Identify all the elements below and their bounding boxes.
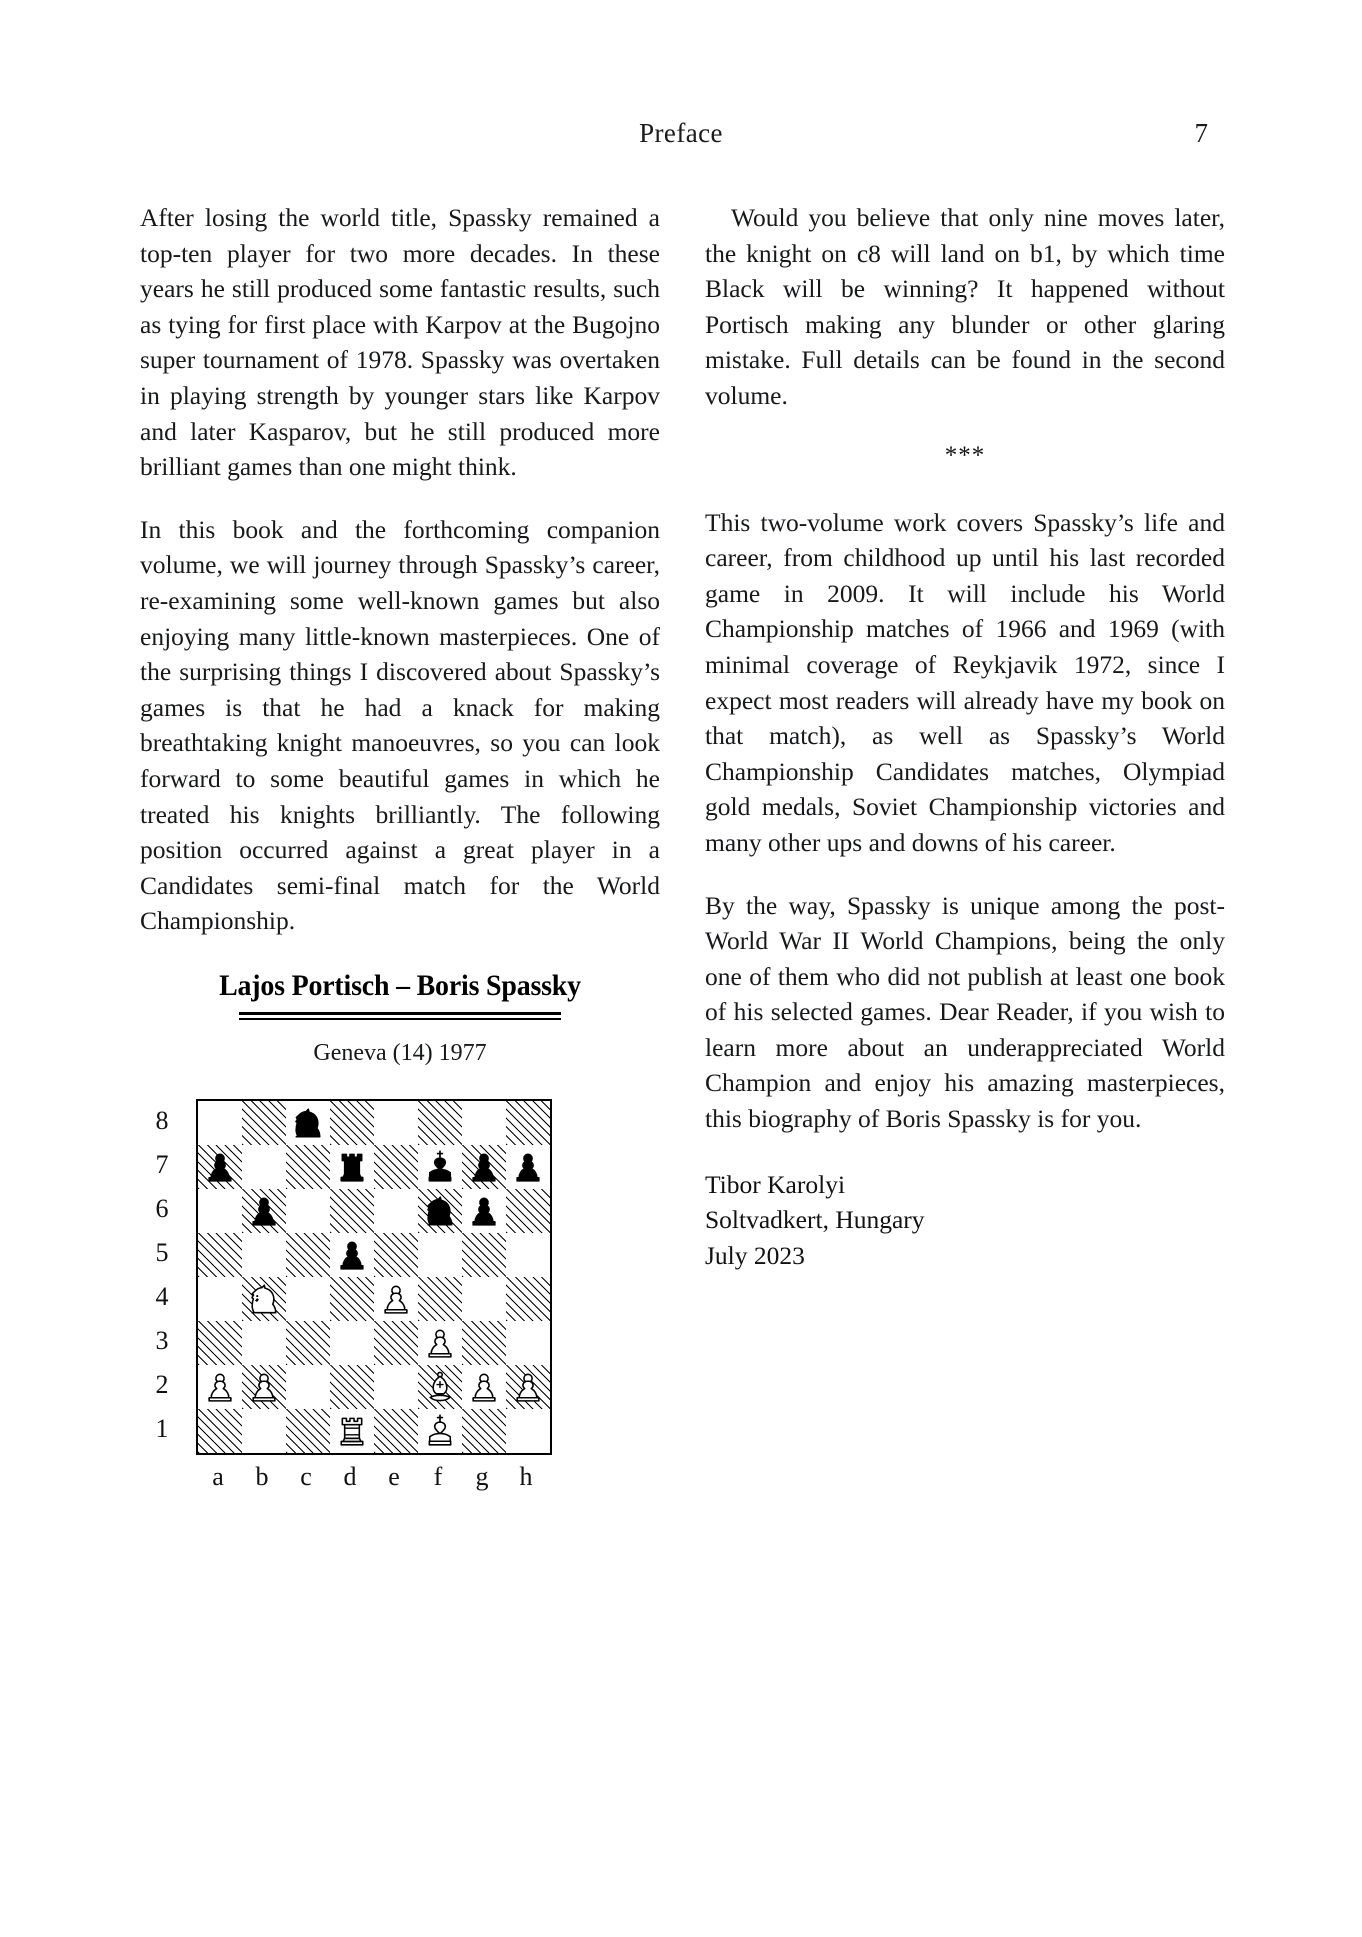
running-head	[140, 118, 1222, 152]
black-pawn-icon	[506, 1145, 550, 1189]
rank-label-7: 7	[155, 1149, 169, 1179]
square-d8	[330, 1101, 374, 1145]
rank-label-4: 4	[155, 1281, 169, 1311]
square-c1	[286, 1409, 330, 1453]
file-label-h: h	[519, 1461, 533, 1491]
square-h7	[506, 1145, 550, 1189]
page-title: Preface	[639, 118, 723, 148]
square-c2	[286, 1365, 330, 1409]
square-c6	[286, 1189, 330, 1233]
signature-author: Tibor Karolyi	[705, 1169, 846, 1199]
rank-label-8: 8	[155, 1105, 169, 1135]
square-b7	[242, 1145, 286, 1189]
square-b3	[242, 1321, 286, 1365]
file-label-a: a	[212, 1461, 224, 1491]
signature-date: July 2023	[705, 1240, 805, 1270]
file-label-b: b	[255, 1461, 269, 1491]
square-f2	[418, 1365, 462, 1409]
square-a8	[198, 1101, 242, 1145]
square-d5	[330, 1233, 374, 1277]
section-separator: ***	[944, 441, 986, 469]
header-double-rule	[239, 1012, 561, 1020]
chessboard	[196, 1099, 552, 1455]
square-g1	[462, 1409, 506, 1453]
rank-label-2: 2	[155, 1369, 169, 1399]
square-f1	[418, 1409, 462, 1453]
square-c3	[286, 1321, 330, 1365]
square-g6	[462, 1189, 506, 1233]
black-knight-icon	[418, 1189, 462, 1233]
rank-label-6: 6	[155, 1193, 169, 1223]
square-b1	[242, 1409, 286, 1453]
square-h8	[506, 1101, 550, 1145]
square-a4	[198, 1277, 242, 1321]
game-header	[140, 969, 660, 1067]
square-d3	[330, 1321, 374, 1365]
square-e1	[374, 1409, 418, 1453]
paragraph: This two-volume work covers Spassky’s life and career, from childhood up until his last recorded game in 2009. It will include his World Championship matches of 1966 and 1969 (with minimal coverage of Reykjavik 1972, since I expect most readers will already have my book on that match), as well as Spassky’s World Championship Candidates matches, Olympiad gold medals, Soviet Championship victories and many other ups and downs of his career.	[705, 507, 1225, 857]
square-f3	[418, 1321, 462, 1365]
square-a5	[198, 1233, 242, 1277]
square-a6	[198, 1189, 242, 1233]
black-pawn-icon	[198, 1145, 242, 1189]
white-pawn-icon	[506, 1365, 550, 1409]
square-f8	[418, 1101, 462, 1145]
black-pawn-icon	[462, 1145, 506, 1189]
game-event: Geneva (14) 1977	[313, 1039, 487, 1066]
square-d6	[330, 1189, 374, 1233]
square-e8	[374, 1101, 418, 1145]
square-a2	[198, 1365, 242, 1409]
square-f7	[418, 1145, 462, 1189]
square-g4	[462, 1277, 506, 1321]
square-a3	[198, 1321, 242, 1365]
black-pawn-icon	[242, 1189, 286, 1233]
page-number: 7	[1194, 118, 1208, 148]
black-rook-icon	[330, 1145, 374, 1189]
black-knight-icon	[286, 1101, 330, 1145]
white-bishop-icon	[418, 1365, 462, 1409]
square-h6	[506, 1189, 550, 1233]
rank-label-1: 1	[155, 1413, 169, 1443]
square-h3	[506, 1321, 550, 1365]
square-g8	[462, 1101, 506, 1145]
black-pawn-icon	[462, 1189, 506, 1233]
paragraph: By the way, Spassky is unique among the post-World War II World Champions, being the only one of them who did not publish at least one book of his selected games. Dear Reader, if you wish to learn more about an underappreciated World Champion and enjoy his amazing masterpieces, this biography of Boris Spassky is for you.	[705, 890, 1225, 1134]
file-label-f: f	[433, 1461, 443, 1491]
square-d7	[330, 1145, 374, 1189]
white-knight-icon	[242, 1277, 286, 1321]
square-g3	[462, 1321, 506, 1365]
square-g2	[462, 1365, 506, 1409]
square-b5	[242, 1233, 286, 1277]
square-d4	[330, 1277, 374, 1321]
paragraph: In this book and the forthcoming companion volume, we will journey through Spassky’s career, re-examining some well-known games but also enjoying many little-known masterpieces. One of the surprising things I discovered about Spassky’s games is that he had a knack for making breathtaking knight manoeuvres, so you can look forward to some beautiful games in which he treated his knights brilliantly. The following position occurred against a great player in a Candidates semi-final match for the World Championship.	[140, 514, 660, 936]
square-g7	[462, 1145, 506, 1189]
square-c5	[286, 1233, 330, 1277]
square-f5	[418, 1233, 462, 1277]
game-players: Lajos Portisch – Boris Spassky	[219, 968, 581, 1002]
rank-label-3: 3	[155, 1325, 169, 1355]
square-e4	[374, 1277, 418, 1321]
rank-label-5: 5	[155, 1237, 169, 1267]
white-pawn-icon	[198, 1365, 242, 1409]
square-b8	[242, 1101, 286, 1145]
white-pawn-icon	[462, 1365, 506, 1409]
rank-labels	[140, 1099, 184, 1451]
signature-block	[705, 1167, 1225, 1274]
file-labels	[196, 1455, 548, 1499]
white-pawn-icon	[418, 1321, 462, 1365]
file-label-d: d	[343, 1461, 357, 1491]
white-pawn-icon	[242, 1365, 286, 1409]
paragraph: Would you believe that only nine moves later, the knight on c8 will land on b1, by which time Black will be winning? It happened without Portisch making any blunder or other glaring mistake. Full details can be found in the second volume.	[705, 203, 1225, 410]
white-pawn-icon	[374, 1277, 418, 1321]
square-c7	[286, 1145, 330, 1189]
square-c8	[286, 1101, 330, 1145]
square-f4	[418, 1277, 462, 1321]
square-a1	[198, 1409, 242, 1453]
square-e6	[374, 1189, 418, 1233]
chess-diagram	[140, 1099, 560, 1499]
square-h1	[506, 1409, 550, 1453]
right-column	[705, 200, 1225, 1273]
square-e7	[374, 1145, 418, 1189]
square-h4	[506, 1277, 550, 1321]
square-e3	[374, 1321, 418, 1365]
left-column	[140, 200, 660, 1499]
square-c4	[286, 1277, 330, 1321]
file-label-g: g	[475, 1461, 489, 1491]
white-king-icon	[418, 1409, 462, 1453]
square-b4	[242, 1277, 286, 1321]
square-h2	[506, 1365, 550, 1409]
square-e2	[374, 1365, 418, 1409]
square-b2	[242, 1365, 286, 1409]
square-f6	[418, 1189, 462, 1233]
square-d2	[330, 1365, 374, 1409]
square-b6	[242, 1189, 286, 1233]
white-rook-icon	[330, 1409, 374, 1453]
black-pawn-icon	[330, 1233, 374, 1277]
file-label-c: c	[300, 1461, 312, 1491]
square-d1	[330, 1409, 374, 1453]
black-king-icon	[418, 1145, 462, 1189]
square-a7	[198, 1145, 242, 1189]
square-h5	[506, 1233, 550, 1277]
square-g5	[462, 1233, 506, 1277]
square-e5	[374, 1233, 418, 1277]
paragraph: After losing the world title, Spassky remained a top-ten player for two more decades. In these years he still produced some fantastic results, such as tying for first place with Karpov at the Bugojno super tournament of 1978. Spassky was overtaken in playing strength by younger stars like Karpov and later Kasparov, but he still produced more brilliant games than one might think.	[140, 203, 660, 482]
file-label-e: e	[388, 1461, 400, 1491]
signature-location: Soltvadkert, Hungary	[705, 1205, 925, 1235]
